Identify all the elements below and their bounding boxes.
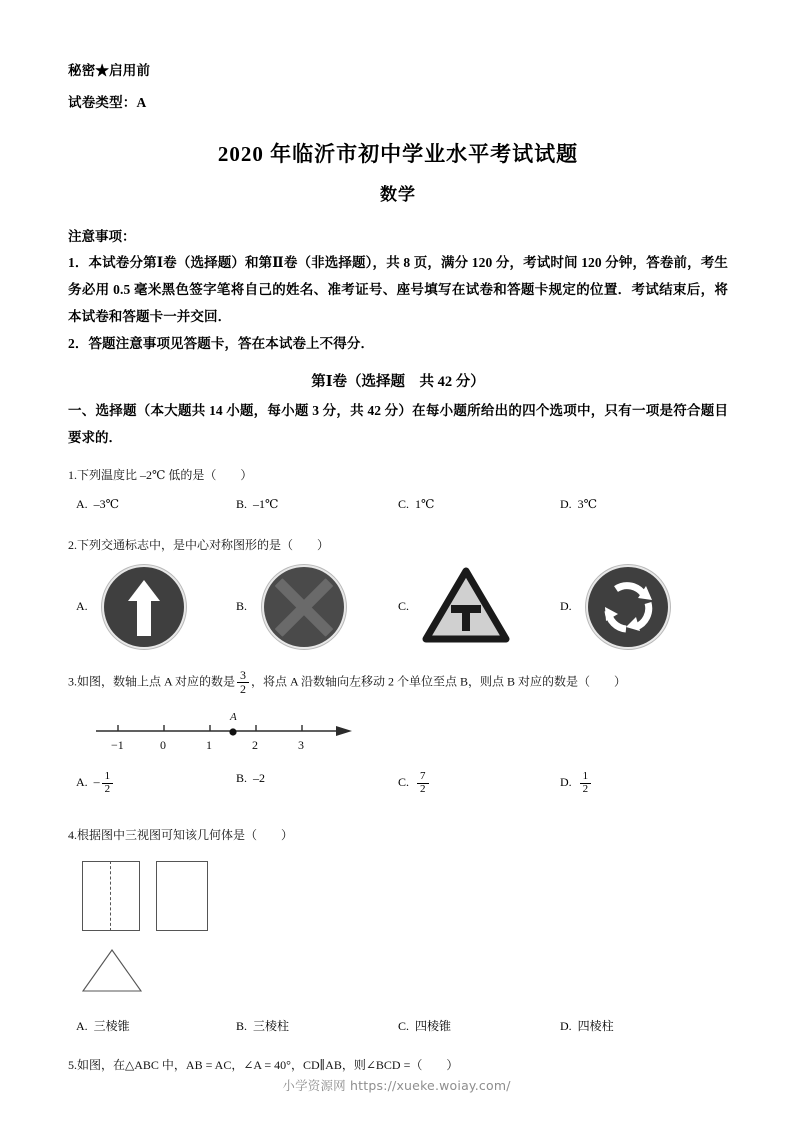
question-4-option-b[interactable]: [236, 1017, 289, 1034]
fraction-denominator: 2: [237, 682, 249, 696]
option-label: A.: [76, 1019, 88, 1034]
option-label: A.: [76, 497, 88, 511]
page-title: 2020 年临沂市初中学业水平考试试题: [217, 142, 579, 166]
number-line-icon: [86, 701, 366, 757]
option-label: C.: [398, 497, 410, 511]
option-label: D.: [560, 774, 572, 789]
question-1-option-b[interactable]: [236, 497, 278, 512]
question-3-stem-part2: ，将点 A 沿数轴向左移动 2 个单位至点 B，则点 B 对应的数是（ ）: [251, 674, 627, 689]
front-view-hidden-edge: [110, 861, 111, 931]
svg-text:−1: −1: [111, 738, 124, 753]
note-item-1: 1．本试卷分第Ⅰ卷（选择题）和第Ⅱ卷（非选择题），共 8 页，满分 120 分，考试时间 120 分钟，答卷前，考生务必用 0.5 毫米黑色签字笔将自己的姓名、准考证号、座号填写在试卷和答题卡规定的位置．考试结束后，将本试卷和答题卡一并交回．: [68, 255, 728, 324]
question-1-option-d[interactable]: [560, 497, 597, 512]
fraction-denominator: 2: [102, 783, 114, 796]
question-1-options: [68, 497, 728, 521]
option-label: D.: [560, 497, 572, 511]
question-3-fraction: [237, 669, 249, 695]
svg-text:3: 3: [298, 738, 304, 753]
question-3-option-b[interactable]: [236, 771, 265, 786]
question-1-number: 1.: [68, 468, 77, 482]
option-label: B.: [236, 599, 248, 613]
question-1-option-a[interactable]: [76, 497, 119, 512]
question-3-number-line-figure: [86, 701, 728, 759]
option-text: –2: [253, 771, 266, 786]
secrecy-notice: 秘密★启用前: [68, 63, 151, 78]
top-view-triangle: [80, 947, 144, 995]
question-1-option-c[interactable]: [398, 497, 434, 512]
question-3-option-a[interactable]: [76, 771, 115, 795]
option-label: D.: [560, 1019, 572, 1034]
no-entry-cross-sign: [264, 567, 344, 647]
option-fraction: [580, 771, 592, 795]
option-text: 四棱柱: [577, 1019, 614, 1034]
question-4-option-a[interactable]: [76, 1017, 130, 1034]
option-label: A.: [76, 774, 88, 789]
question-4-option-d[interactable]: [560, 1017, 614, 1034]
option-label: B.: [236, 1019, 248, 1034]
option-text: 三棱锥: [93, 1019, 130, 1034]
option-fraction: [417, 771, 429, 795]
question-2: [68, 535, 728, 555]
fraction-numerator: 1: [582, 770, 589, 783]
question-4: [68, 825, 728, 845]
paper-type: 试卷类型：A: [68, 95, 147, 110]
question-5-stem: 如图，在△ABC 中，AB = AC，∠A = 40°，CD∥AB，则∠BCD =（ ）: [77, 1058, 459, 1073]
question-4-number: 4.: [68, 828, 77, 843]
question-5-number: 5.: [68, 1058, 77, 1073]
subject-title: 数学: [380, 185, 416, 204]
option-label: C.: [398, 599, 410, 613]
straight-ahead-arrow-sign: [104, 567, 184, 647]
fraction-numerator: 1: [104, 770, 111, 783]
roundabout-sign: [588, 567, 668, 647]
notes-block: [68, 225, 728, 357]
question-3-number: 3.: [68, 674, 77, 689]
note-item-2: 2．答题注意事项见答题卡，答在本试卷上不得分．: [68, 336, 375, 351]
question-1-stem: 下列温度比 –2℃ 低的是（ ）: [77, 468, 253, 482]
fraction-numerator: 3: [240, 668, 247, 682]
question-1: [68, 465, 728, 485]
option-label: D.: [560, 599, 572, 613]
option-text: 三棱柱: [253, 1019, 290, 1034]
option-label: B.: [236, 497, 248, 511]
question-3-option-d[interactable]: [560, 771, 593, 795]
side-view-rectangle: [156, 861, 208, 931]
question-2-options: [68, 563, 728, 655]
footer-watermark: 小学资源网 https://xueke.woiay.com/: [282, 1078, 511, 1093]
question-4-options: [68, 1017, 728, 1041]
svg-text:1: 1: [206, 738, 212, 753]
question-3: [68, 669, 728, 695]
svg-text:2: 2: [252, 738, 258, 753]
option-label: A.: [76, 599, 88, 613]
question-2-stem: 下列交通标志中，是中心对称图形的是（ ）: [77, 538, 330, 552]
option-text: –3℃: [93, 497, 120, 511]
option-fraction: [102, 771, 114, 795]
option-text: 1℃: [415, 497, 435, 511]
question-4-stem: 根据图中三视图可知该几何体是（ ）: [77, 828, 294, 843]
fraction-denominator: 2: [417, 783, 429, 796]
fraction-numerator: 7: [420, 770, 426, 783]
question-5: [68, 1055, 728, 1075]
svg-text:0: 0: [160, 738, 166, 753]
question-3-options: [68, 771, 728, 811]
question-4-three-view-figure: [74, 855, 728, 1005]
part-one-header: 第Ⅰ卷（选择题 共 42 分）: [311, 374, 485, 390]
front-view-rectangle: [82, 861, 140, 931]
section-one-intro: 一、选择题（本大题共 14 小题，每小题 3 分，共 42 分）在每小题所给出的四个选项中，只有一项是符合题目要求的．: [68, 403, 728, 445]
option-text: –1℃: [253, 497, 279, 511]
option-label: C.: [398, 1019, 410, 1034]
notes-heading: 注意事项：: [68, 229, 136, 244]
option-label: C.: [398, 774, 410, 789]
option-text: 四棱锥: [415, 1019, 452, 1034]
question-2-number: 2.: [68, 538, 77, 552]
rotation-arrows-icon: [588, 567, 668, 647]
question-4-option-c[interactable]: [398, 1017, 451, 1034]
question-3-option-c[interactable]: [398, 771, 431, 795]
page-content: [68, 58, 728, 1075]
svg-text:A: A: [230, 711, 237, 724]
option-text: 3℃: [577, 497, 598, 511]
fraction-denominator: 2: [580, 783, 592, 796]
option-sign: –: [93, 774, 100, 789]
t-junction-triangle-sign: [422, 567, 510, 645]
option-label: B.: [236, 771, 248, 786]
question-3-stem-part1: 如图，数轴上点 A 对应的数是: [77, 674, 236, 689]
